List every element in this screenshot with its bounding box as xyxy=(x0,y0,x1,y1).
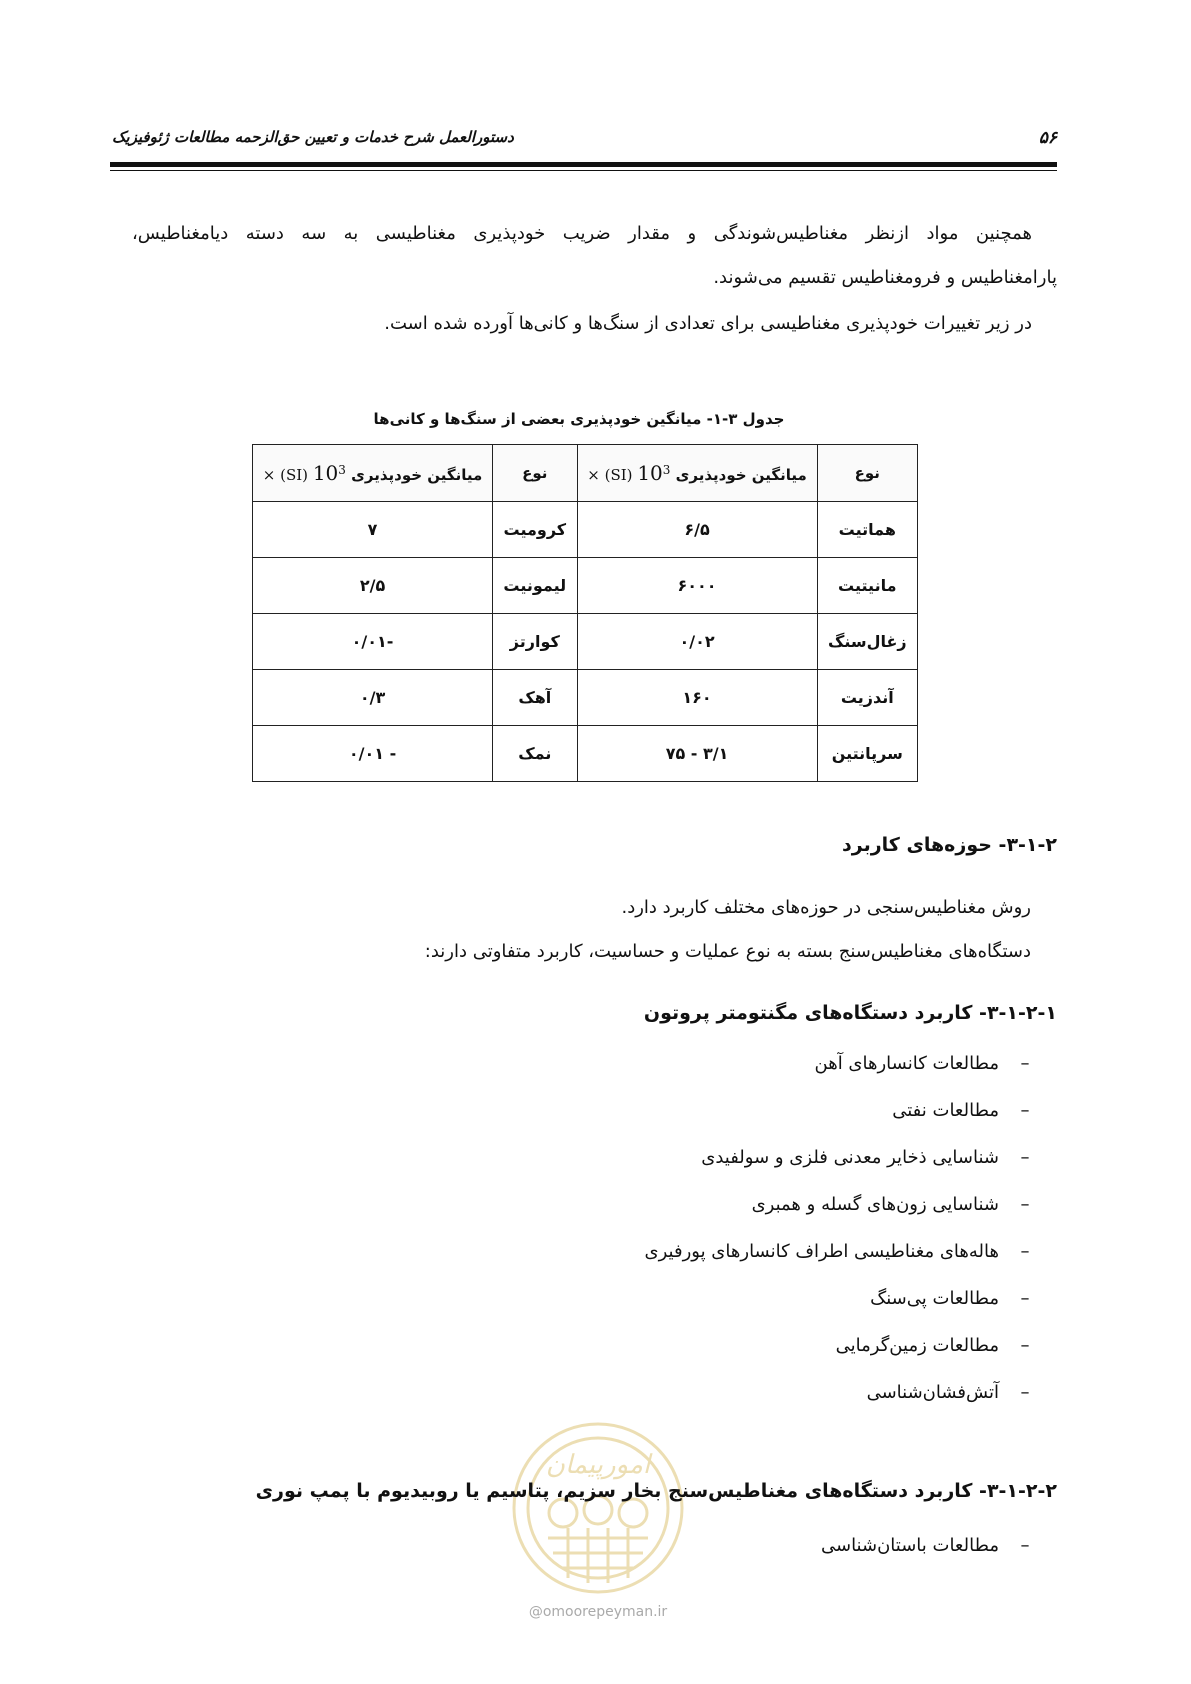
list-item xyxy=(251,1322,1051,1369)
list-item xyxy=(251,1181,1051,1228)
unit-base: 10 xyxy=(637,461,663,485)
cell-value: ۱۶۰ xyxy=(577,670,817,726)
cell-type: زغال‌سنگ xyxy=(817,614,917,670)
optical-pump-applications-list xyxy=(251,1522,1051,1569)
cell-type: آندزیت xyxy=(817,670,917,726)
list-item xyxy=(251,1275,1051,1322)
applications-text xyxy=(131,886,1031,974)
cell-type: هماتیت xyxy=(817,502,917,558)
dash-bullet: – xyxy=(1020,1147,1030,1168)
header-mean xyxy=(577,445,817,502)
list-item xyxy=(251,1369,1051,1416)
list-item xyxy=(251,1522,1051,1569)
dash-bullet: – xyxy=(1020,1194,1030,1215)
header-type-2: نوع xyxy=(493,445,577,502)
dash-bullet: – xyxy=(1020,1053,1030,1074)
list-item xyxy=(251,1228,1051,1275)
list-item-text: مطالعات باستان‌شناسی xyxy=(820,1535,999,1556)
cell-type: لیمونیت xyxy=(493,558,577,614)
list-item xyxy=(251,1040,1051,1087)
cell-value: ۳/۱ - ۷۵ xyxy=(577,726,817,782)
header-title: دستورالعمل شرح خدمات و تعیین حق‌الزحمه مطالعات ژئوفیزیک xyxy=(112,128,514,146)
cell-value: ۷ xyxy=(253,502,493,558)
dash-bullet: – xyxy=(1020,1100,1030,1121)
table-row xyxy=(253,670,918,726)
cell-type: کوارتز xyxy=(493,614,577,670)
list-item-text: مطالعات کانسارهای آهن xyxy=(814,1053,999,1074)
page-number: ۵۶ xyxy=(1038,128,1057,148)
unit-label-2 xyxy=(262,461,346,485)
unit-prefix-2: (SI) × xyxy=(262,466,309,484)
dash-bullet: – xyxy=(1020,1535,1030,1556)
list-item-text: شناسایی زون‌های گسله و همبری xyxy=(751,1194,999,1215)
section-heading-optical-pump: ۳-۱-۲-۲- کاربرد دستگاه‌های مغناطیس‌سنج بخار سزیم، پتاسیم یا روبیدیوم با پمپ نوری xyxy=(255,1480,1057,1502)
header-mean-2 xyxy=(253,445,493,502)
cell-type: آهک xyxy=(493,670,577,726)
table-row xyxy=(253,726,918,782)
list-item-text: شناسایی ذخایر معدنی فلزی و سولفیدی xyxy=(701,1147,999,1168)
unit-label xyxy=(587,461,671,485)
cell-value: -۰/۰۱ xyxy=(253,614,493,670)
intro-line-2: پارامغناطیس و فرومغناطیس تقسیم می‌شوند. xyxy=(713,267,1057,288)
cell-value: ۲/۵ xyxy=(253,558,493,614)
watermark-site: @omoorepeyman.ir xyxy=(528,1604,668,1620)
watermark-logo xyxy=(508,1418,688,1598)
list-item-text: مطالعات پی‌سنگ xyxy=(870,1288,999,1309)
cell-type: مانیتیت xyxy=(817,558,917,614)
table-row xyxy=(253,614,918,670)
header-mean-label-2: میانگین خودپذیری xyxy=(351,466,483,484)
list-item-text: آتش‌فشان‌شناسی xyxy=(866,1382,999,1403)
susceptibility-table xyxy=(252,444,918,782)
dash-bullet: – xyxy=(1020,1382,1030,1403)
cell-type: نمک xyxy=(493,726,577,782)
table-row xyxy=(253,558,918,614)
list-item-text: هاله‌های مغناطیسی اطراف کانسارهای پورفیری xyxy=(644,1241,999,1262)
unit-prefix: (SI) × xyxy=(587,466,633,484)
list-item xyxy=(251,1134,1051,1181)
header-mean-label: میانگین خودپذیری xyxy=(675,466,807,484)
cell-type: کرومیت xyxy=(493,502,577,558)
table-header-row xyxy=(253,445,918,502)
applications-line-1: روش مغناطیس‌سنجی در حوزه‌های مختلف کاربرد دارد. xyxy=(621,897,1031,918)
section-heading-applications: ۳-۱-۲- حوزه‌های کاربرد xyxy=(842,834,1057,856)
unit-base-2: 10 xyxy=(312,461,339,485)
intro-paragraph xyxy=(132,212,1057,300)
dash-bullet: – xyxy=(1020,1288,1030,1309)
section-heading-proton: ۳-۱-۲-۱- کاربرد دستگاه‌های مگنتومتر پروتون xyxy=(643,1002,1057,1024)
watermark-logo-text: امورپیمان xyxy=(545,1450,651,1480)
list-item xyxy=(251,1087,1051,1134)
unit-exponent: 3 xyxy=(662,463,671,477)
intro-line-1: همچنین مواد ازنظر مغناطیس‌شوندگی و مقدار ضریب خودپذیری مغناطیسی به سه دسته دیامغناطیس، xyxy=(132,223,1032,244)
applications-line-2: دستگاه‌های مغناطیس‌سنج بسته به نوع عملیات و حساسیت، کاربرد متفاوتی دارند: xyxy=(424,941,1031,962)
header-rule-thick xyxy=(110,162,1057,167)
cell-value: ۰/۰۲ xyxy=(577,614,817,670)
proton-applications-list xyxy=(251,1040,1051,1416)
cell-value: ۶/۵ xyxy=(577,502,817,558)
cell-value: ۶۰۰۰ xyxy=(577,558,817,614)
table-caption: جدول ۳-۱- میانگین خودپذیری بعضی از سنگ‌ها و کانی‌ها xyxy=(373,410,785,428)
cell-value: - ۰/۰۱ xyxy=(253,726,493,782)
list-item-text: مطالعات زمین‌گرمایی xyxy=(835,1335,999,1356)
page-header xyxy=(112,128,1057,152)
dash-bullet: – xyxy=(1020,1335,1030,1356)
header-type: نوع xyxy=(817,445,917,502)
unit-exponent-2: 3 xyxy=(338,463,346,477)
cell-type: سرپانتین xyxy=(817,726,917,782)
header-rule-thin xyxy=(110,170,1057,171)
table-row xyxy=(253,502,918,558)
list-item-text: مطالعات نفتی xyxy=(892,1100,999,1121)
cell-value: ۰/۳ xyxy=(253,670,493,726)
dash-bullet: – xyxy=(1020,1241,1030,1262)
intro-paragraph-2: در زیر تغییرات خودپذیری مغناطیسی برای تعدادی از سنگ‌ها و کانی‌ها آورده شده است. xyxy=(384,313,1032,334)
